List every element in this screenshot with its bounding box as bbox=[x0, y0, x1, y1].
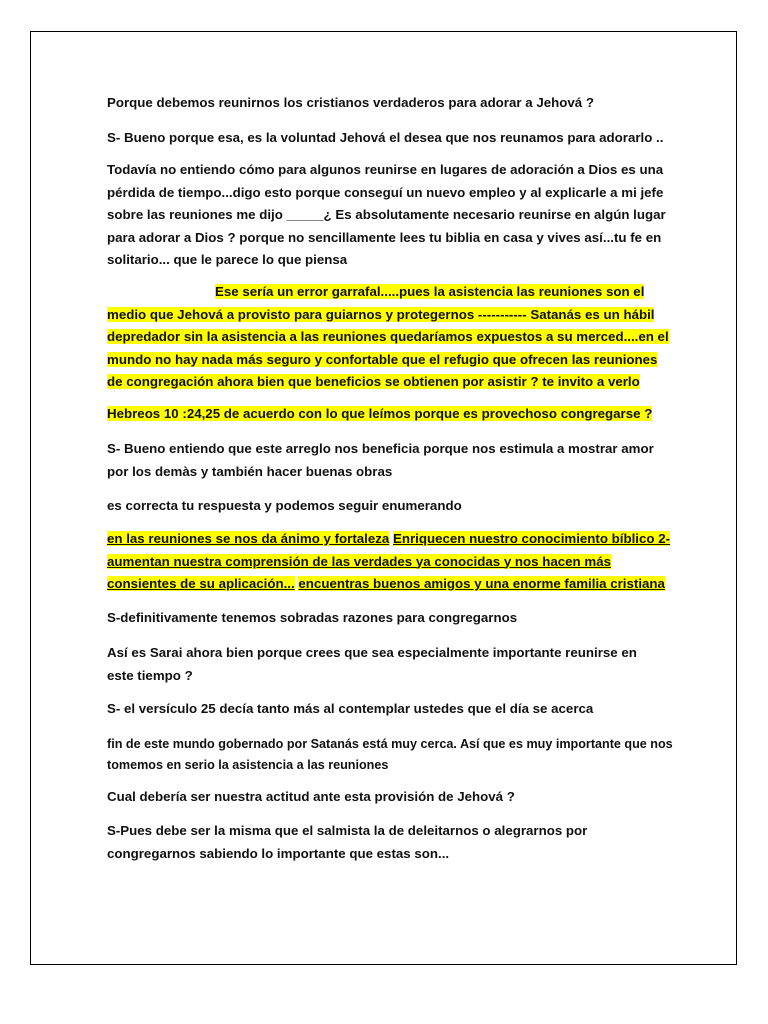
text-line: este tiempo ? bbox=[107, 667, 193, 683]
highlighted-text: depredador sin la asistencia a las reuniones quedaríamos expuestos a su merced....en el bbox=[107, 329, 669, 344]
question-paragraph bbox=[107, 642, 662, 687]
question-paragraph bbox=[107, 786, 662, 809]
text-line bbox=[107, 349, 662, 372]
highlighted-text: Ese sería un error garrafal.....pues la asistencia las reuniones son el bbox=[215, 284, 645, 299]
text-line: tomemos en serio la asistencia a las reuniones bbox=[107, 757, 389, 772]
text-line bbox=[107, 551, 662, 574]
text-line: para adorar a Dios ? porque no sencillamente lees tu biblia en casa y vives así...tu fe en bbox=[107, 229, 662, 245]
text-line bbox=[107, 371, 662, 394]
benefits-list bbox=[107, 528, 671, 596]
text-line: sobre las reuniones me dijo _____¿ Es absolutamente necesario reunirse en algún lugar bbox=[107, 207, 666, 222]
highlighted-text: mundo no hay nada más seguro y confortable que el refugio que ofrecen las reuniones bbox=[107, 351, 658, 367]
text-line: Porque debemos reunirnos los cristianos verdaderos para adorar a Jehová ? bbox=[107, 95, 594, 110]
text-line: pérdida de tiempo...digo esto porque conseguí un nuevo empleo y al explicarle a mi jefe bbox=[107, 184, 664, 200]
highlighted-text: Hebreos 10 :24,25 de acuerdo con lo que leímos porque es provechoso congregarse ? bbox=[107, 406, 653, 421]
text-line: S- Bueno entiendo que este arreglo nos beneficia porque nos estimula a mostrar amor bbox=[107, 441, 654, 456]
scripture-reference bbox=[107, 403, 662, 426]
text-line bbox=[107, 403, 662, 426]
highlighted-text: en las reuniones se nos da ánimo y fortaleza bbox=[107, 531, 390, 546]
question-paragraph bbox=[107, 92, 662, 115]
text-line: fin de este mundo gobernado por Satanás está muy cerca. Así que es muy importante que nos bbox=[107, 737, 673, 751]
highlighted-text: consientes de su aplicación... bbox=[107, 576, 295, 591]
answer-paragraph bbox=[107, 820, 662, 865]
highlighted-text: Enriquecen nuestro conocimiento bíblico 2- bbox=[392, 531, 671, 546]
answer-paragraph bbox=[107, 607, 662, 630]
text-line bbox=[107, 304, 662, 327]
body-paragraph bbox=[107, 734, 673, 775]
text-line: S- Bueno porque esa, es la voluntad Jehová el desea que nos reunamos para adorarlo .. bbox=[107, 130, 664, 145]
text-line: S- el versículo 25 decía tanto más al contemplar ustedes que el día se acerca bbox=[107, 701, 594, 716]
text-line: congregarnos sabiendo lo importante que estas son... bbox=[107, 845, 450, 861]
text-line: es correcta tu respuesta y podemos seguir enumerando bbox=[107, 498, 462, 513]
highlighted-text: encuentras buenos amigos y una enorme familia cristiana bbox=[298, 576, 665, 591]
answer-paragraph bbox=[107, 438, 662, 483]
highlighted-paragraph bbox=[107, 281, 669, 394]
text-line: S-Pues debe ser la misma que el salmista la de deleitarnos o alegrarnos por bbox=[107, 823, 588, 838]
answer-paragraph bbox=[107, 127, 662, 150]
text-line: solitario... que le parece lo que piensa bbox=[107, 252, 348, 267]
highlighted-text: aumentan nuestra comprensión de las verdades ya conocidas y nos hacen más bbox=[107, 553, 611, 569]
text-line: Cual debería ser nuestra actitud ante esta provisión de Jehová ? bbox=[107, 789, 515, 804]
text-line: por los demàs y también hacer buenas obras bbox=[107, 463, 393, 479]
body-paragraph bbox=[107, 495, 662, 518]
text-line bbox=[107, 281, 662, 304]
text-line bbox=[107, 573, 665, 596]
text-line bbox=[107, 528, 671, 551]
highlighted-text: medio que Jehová a provisto para guiarnos y protegernos ----------- Satanás es un hábil bbox=[107, 306, 655, 322]
text-line: S-definitivamente tenemos sobradas razones para congregarnos bbox=[107, 610, 518, 625]
answer-paragraph bbox=[107, 698, 662, 721]
text-line bbox=[107, 326, 669, 349]
highlighted-text: de congregación ahora bien que beneficios se obtienen por asistir ? te invito a verlo bbox=[107, 374, 640, 389]
text-line: Todavía no entiendo cómo para algunos reunirse en lugares de adoración a Dios es una bbox=[107, 162, 664, 177]
text-line: Así es Sarai ahora bien porque crees que sea especialmente importante reunirse en bbox=[107, 645, 637, 660]
body-paragraph bbox=[107, 159, 666, 272]
